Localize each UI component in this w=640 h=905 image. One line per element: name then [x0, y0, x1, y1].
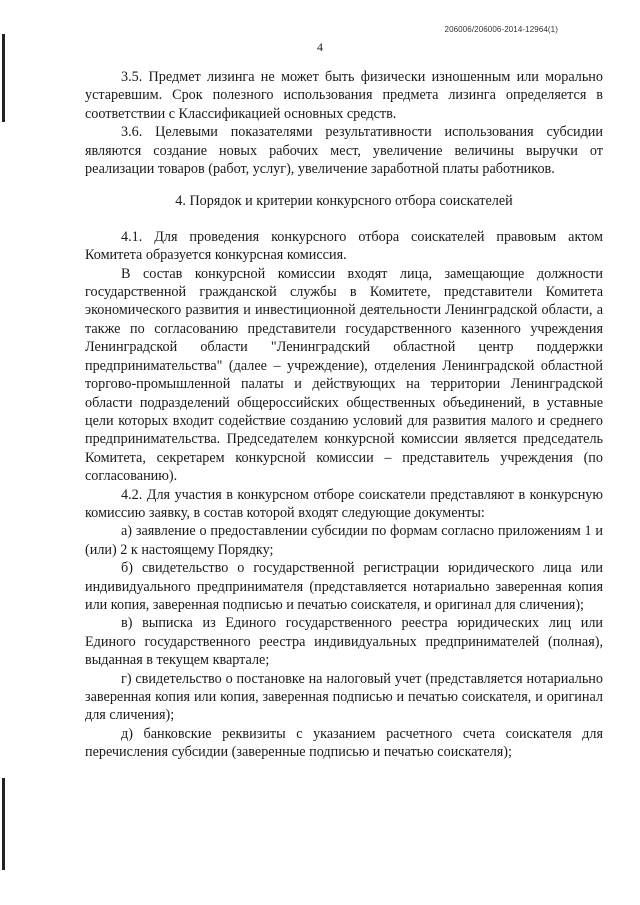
list-item-b: б) свидетельство о государственной регистрации юридического лица или индивидуального предпринимателя (представляется нотариально заверенная копия или копия, заверенная подписью и печатью соискателя, и оригинал для сличения);: [85, 560, 603, 613]
list-item-g: г) свидетельство о постановке на налоговый учет (представляется нотариально заверенная копия или копия, заверенная подписью и печатью соискателя, и оригинал для сличения);: [85, 670, 603, 724]
document-id: 206006/206006-2014-12964(1): [444, 25, 558, 34]
list-item-d: д) банковские реквизиты с указанием расчетного счета соискателя для перечисления субсидии (заверенные подписью и печатью соискателя);: [85, 725, 603, 761]
page-number: 4: [317, 40, 323, 54]
document-body: [85, 68, 603, 762]
scan-edge-mark-bottom: [2, 778, 5, 870]
list-item-a: а) заявление о предоставлении субсидии по формам согласно приложениям 1 и (или) 2 к настоящему Порядку;: [85, 523, 603, 558]
paragraph-4-2: 4.2. Для участия в конкурсном отборе соискатели представляют в конкурсную комиссию заявку, в состав которой входят следующие документы:: [85, 486, 603, 521]
paragraph-4-1: 4.1. Для проведения конкурсного отбора соискателей правовым актом Комитета образуется конкурсная комиссия.: [85, 228, 603, 264]
section-heading-4: 4. Порядок и критерии конкурсного отбора соискателей: [175, 193, 513, 210]
paragraph-commission: В состав конкурсной комиссии входят лица, замещающие должности государственной гражданской службы в Комитете, представители Комитета экономического развития и инвестиционной деятельности Ленинградской области, а также по согласованию представители государственного казенного учреждения Ленинградской области "Ленинградский областной центр поддержки предпринимательства" (далее – учреждение), отделения Ленинградской областной торгово-промышленной палаты и действующих на территории Ленинградской области подразделений общероссийских общественных объединений, в уставные цели которых входит содействие созданию условий для развития малого и среднего предпринимательства. Председателем конкурсной комиссии является председатель Комитета, секретарем конкурсной комиссии – представитель учреждения (по согласованию).: [85, 265, 603, 485]
paragraph-3-6: 3.6. Целевыми показателями результативности использования субсидии являются создание новых рабочих мест, увеличение величины выручки от реализации товаров (работ, услуг), увеличение заработной платы работников.: [85, 124, 603, 178]
paragraph-3-5: 3.5. Предмет лизинга не может быть физически изношенным или морально устаревшим. Срок полезного использования предмета лизинга определяется в соответствии с Классификацией основных средств.: [85, 69, 603, 122]
list-item-v: в) выписка из Единого государственного реестра юридических лиц или Единого государственного реестра индивидуальных предпринимателей (полная), выданная в текущем квартале;: [85, 615, 603, 669]
